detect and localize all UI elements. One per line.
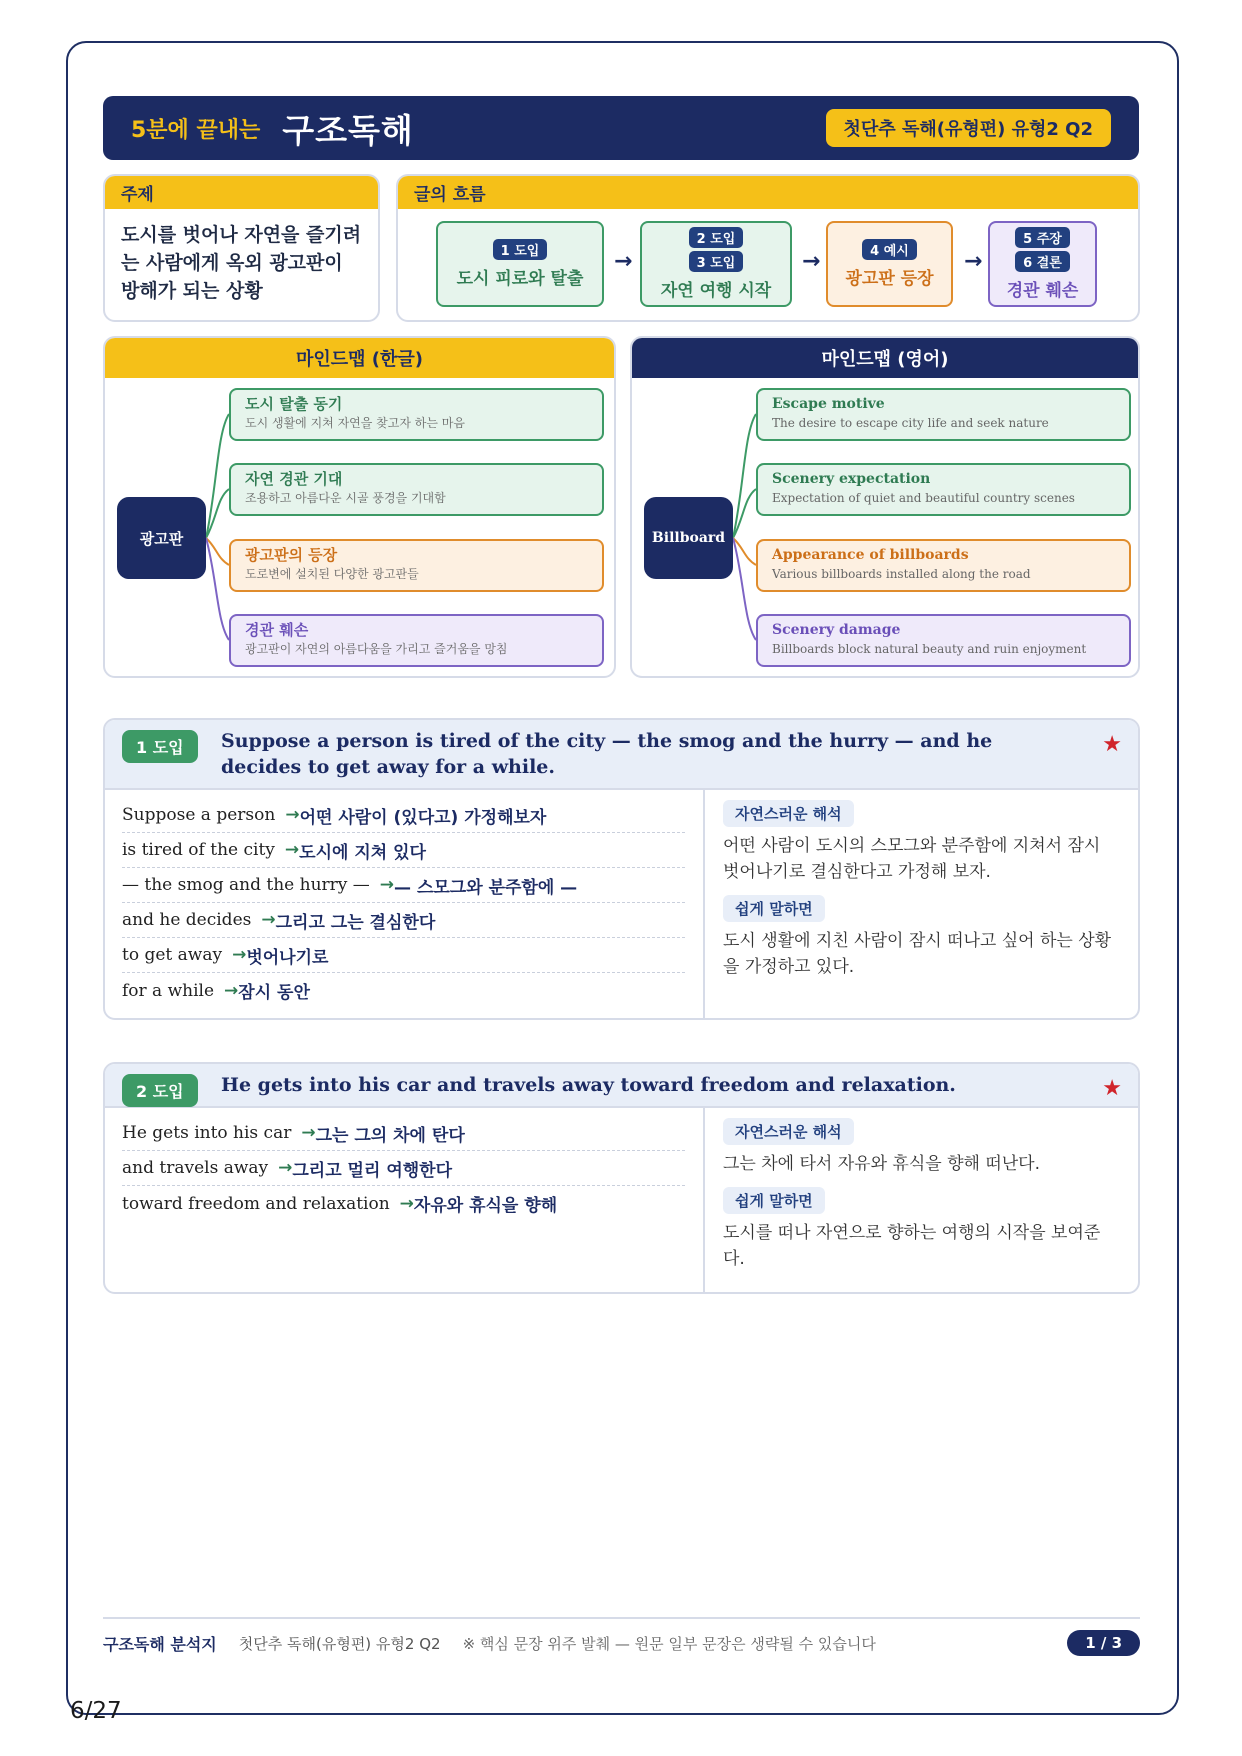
flow-tag: 1 도입 bbox=[493, 239, 548, 260]
flow-tag: 2 도입 bbox=[689, 227, 744, 248]
interpretation-panel bbox=[705, 790, 1138, 1018]
node-desc: The desire to escape city life and seek nature bbox=[772, 416, 1049, 430]
natural-label: 자연스러운 해석 bbox=[723, 1118, 854, 1145]
chunk-english: to get away bbox=[122, 945, 223, 965]
arrow-icon: → bbox=[224, 980, 239, 1001]
mindmap-ko-node-1 bbox=[229, 388, 604, 441]
sentence-header bbox=[105, 720, 1138, 790]
chunk-row bbox=[122, 798, 685, 833]
star-icon: ★ bbox=[1102, 1076, 1122, 1101]
chunk-korean: 벗어나기로 bbox=[246, 947, 329, 968]
sentence-header bbox=[105, 1064, 1138, 1108]
mindmap-en-title: 마인드맵 (영어) bbox=[632, 338, 1138, 378]
source-badge: 첫단추 독해(유형편) 유형2 Q2 bbox=[826, 109, 1111, 147]
arrow-icon: → bbox=[261, 910, 276, 930]
flow-node-label: 도시 피로와 탈출 bbox=[456, 269, 584, 289]
interpretation-panel bbox=[705, 1108, 1138, 1292]
chunk-list bbox=[105, 790, 705, 1018]
chunk-row bbox=[122, 1116, 685, 1151]
sentence-text: He gets into his car and travels away toward freedom and relaxation. bbox=[221, 1074, 956, 1096]
mindmap-ko-node-2 bbox=[229, 463, 604, 516]
arrow-icon: → bbox=[379, 875, 395, 895]
chunk-row bbox=[122, 973, 685, 1008]
flow-arrow: → bbox=[802, 249, 821, 274]
header-pretitle: 5분에 끝내는 bbox=[131, 117, 261, 143]
footer-subtitle: 첫단추 독해(유형편) 유형2 Q2 bbox=[238, 1634, 441, 1653]
node-title: 도시 탈출 동기 bbox=[245, 395, 343, 413]
node-title: Escape motive bbox=[772, 396, 885, 412]
flow-arrow: → bbox=[614, 249, 633, 274]
chunk-english: for a while bbox=[122, 980, 215, 1001]
arrow-icon: → bbox=[285, 805, 300, 825]
topic-label: 주제 bbox=[105, 176, 378, 209]
mindmap-ko-node-4 bbox=[229, 614, 604, 667]
chunk-korean: 어떤 사람이 (있다고) 가정해보자 bbox=[299, 807, 547, 828]
easy-label: 쉽게 말하면 bbox=[723, 895, 825, 922]
sentence-number-badge: 1 도입 bbox=[122, 730, 198, 763]
chunk-english: and travels away bbox=[122, 1158, 269, 1178]
arrow-icon: → bbox=[284, 840, 300, 860]
node-title: Appearance of billboards bbox=[772, 547, 969, 563]
chunk-korean: — 스모그와 분주함에 — bbox=[394, 877, 578, 898]
node-title: 자연 경관 기대 bbox=[245, 470, 343, 488]
sentence-text: Suppose a person is tired of the city — the smog and the hurry — and he decides to get away for a while. bbox=[221, 730, 993, 778]
page-counter: 6/27 bbox=[70, 1698, 122, 1724]
sentence-card-1 bbox=[103, 718, 1140, 1020]
mindmap-en-node-2 bbox=[756, 463, 1131, 516]
chunk-korean: 도시에 지쳐 있다 bbox=[299, 842, 426, 863]
chunk-korean: 그리고 멀리 여행한다 bbox=[292, 1160, 453, 1181]
arrow-icon: → bbox=[232, 945, 247, 965]
natural-label: 자연스러운 해석 bbox=[723, 800, 854, 827]
easy-explanation: 도시를 떠나 자연으로 향하는 여행의 시작을 보여준다. bbox=[723, 1223, 1101, 1269]
arrow-icon: → bbox=[301, 1123, 316, 1143]
flow-node-3 bbox=[826, 221, 953, 307]
footer-divider bbox=[103, 1617, 1140, 1619]
mindmap-en-node-3 bbox=[756, 539, 1131, 592]
flow-node-1 bbox=[436, 221, 604, 307]
flow-node-label: 자연 여행 시작 bbox=[660, 281, 772, 301]
node-desc: Various billboards installed along the road bbox=[772, 567, 1031, 581]
footer bbox=[103, 1626, 1140, 1660]
node-desc: 조용하고 아름다운 시골 풍경을 기대함 bbox=[245, 491, 446, 505]
topic-text: 도시를 벗어나 자연을 즐기려는 사람에게 옥외 광고판이 방해가 되는 상황 bbox=[121, 224, 362, 302]
chunk-english: — the smog and the hurry — bbox=[122, 875, 370, 895]
flow-node-4 bbox=[988, 221, 1097, 307]
chunk-korean: 자유와 휴식을 향해 bbox=[413, 1196, 558, 1216]
flow-tag: 5 주장 bbox=[1015, 227, 1070, 248]
mindmap-en-node-4 bbox=[756, 614, 1131, 667]
header-title: 구조독해 bbox=[282, 110, 414, 150]
header-banner bbox=[103, 96, 1139, 160]
flow-node-label: 경관 훼손 bbox=[1006, 281, 1079, 301]
mindmap-ko-root: 광고판 bbox=[117, 497, 206, 579]
star-icon: ★ bbox=[1102, 732, 1122, 757]
easy-label: 쉽게 말하면 bbox=[723, 1187, 825, 1214]
node-title: Scenery damage bbox=[772, 622, 901, 638]
flow-tag: 3 도입 bbox=[689, 251, 744, 272]
flow-label: 글의 흐름 bbox=[398, 176, 1138, 209]
flow-diagram bbox=[398, 209, 1138, 309]
chunk-row bbox=[122, 868, 685, 903]
node-desc: Billboards block natural beauty and ruin enjoyment bbox=[772, 642, 1087, 656]
node-desc: 광고판이 자연의 아름다움을 가리고 즐거움을 망침 bbox=[245, 642, 508, 656]
chunk-english: toward freedom and relaxation bbox=[122, 1193, 390, 1214]
arrow-icon: → bbox=[278, 1158, 293, 1178]
footer-note: ※ 핵심 문장 위주 발췌 — 원문 일부 문장은 생략될 수 있습니다 bbox=[462, 1634, 876, 1653]
node-desc: Expectation of quiet and beautiful country scenes bbox=[772, 491, 1075, 505]
chunk-english: is tired of the city bbox=[122, 840, 275, 860]
arrow-icon: → bbox=[399, 1193, 414, 1214]
mindmap-ko-box bbox=[103, 336, 616, 678]
mindmap-ko-body bbox=[105, 378, 614, 673]
mindmap-en-body bbox=[632, 378, 1138, 673]
flow-arrow: → bbox=[964, 249, 983, 274]
flow-node-2 bbox=[640, 221, 792, 307]
node-desc: 도로변에 설치된 다양한 광고판들 bbox=[245, 567, 419, 581]
chunk-korean: 잠시 동안 bbox=[238, 983, 310, 1003]
chunk-row bbox=[122, 903, 685, 938]
natural-translation: 어떤 사람이 도시의 스모그와 분주함에 지쳐서 잠시 벗어나기로 결심한다고 가정해 보자. bbox=[723, 836, 1101, 882]
chunk-row bbox=[122, 1151, 685, 1186]
footer-title: 구조독해 분석지 bbox=[103, 1634, 217, 1654]
sentence-number-badge: 2 도입 bbox=[122, 1074, 198, 1107]
flow-tag: 4 예시 bbox=[862, 239, 917, 260]
flow-node-label: 광고판 등장 bbox=[845, 269, 934, 289]
chunk-korean: 그는 그의 차에 탄다 bbox=[315, 1125, 465, 1146]
natural-translation: 그는 차에 타서 자유와 휴식을 향해 떠난다. bbox=[723, 1154, 1041, 1174]
flow-box bbox=[396, 174, 1140, 322]
chunk-english: and he decides bbox=[122, 910, 252, 930]
mindmap-ko-title: 마인드맵 (한글) bbox=[105, 338, 614, 378]
node-desc: 도시 생활에 지쳐 자연을 찾고자 하는 마음 bbox=[245, 416, 465, 430]
chunk-korean: 그리고 그는 결심한다 bbox=[275, 912, 436, 933]
topic-box bbox=[103, 174, 380, 322]
node-title: 경관 훼손 bbox=[245, 621, 309, 639]
node-title: Scenery expectation bbox=[772, 471, 931, 487]
mindmap-en-box bbox=[630, 336, 1140, 678]
sentence-card-2 bbox=[103, 1062, 1140, 1294]
chunk-english: He gets into his car bbox=[122, 1123, 292, 1143]
chunk-english: Suppose a person bbox=[122, 805, 276, 825]
mindmap-ko-node-3 bbox=[229, 539, 604, 592]
easy-explanation: 도시 생활에 지친 사람이 잠시 떠나고 싶어 하는 상황을 가정하고 있다. bbox=[723, 931, 1112, 977]
chunk-row bbox=[122, 1186, 685, 1221]
chunk-row bbox=[122, 833, 685, 868]
flow-tag: 6 결론 bbox=[1015, 251, 1070, 272]
mindmap-en-root: Billboard bbox=[644, 497, 733, 579]
chunk-list bbox=[105, 1108, 705, 1292]
node-title: 광고판의 등장 bbox=[245, 546, 338, 564]
mindmap-en-node-1 bbox=[756, 388, 1131, 441]
chunk-row bbox=[122, 938, 685, 973]
page-indicator: 1 / 3 bbox=[1067, 1630, 1140, 1656]
